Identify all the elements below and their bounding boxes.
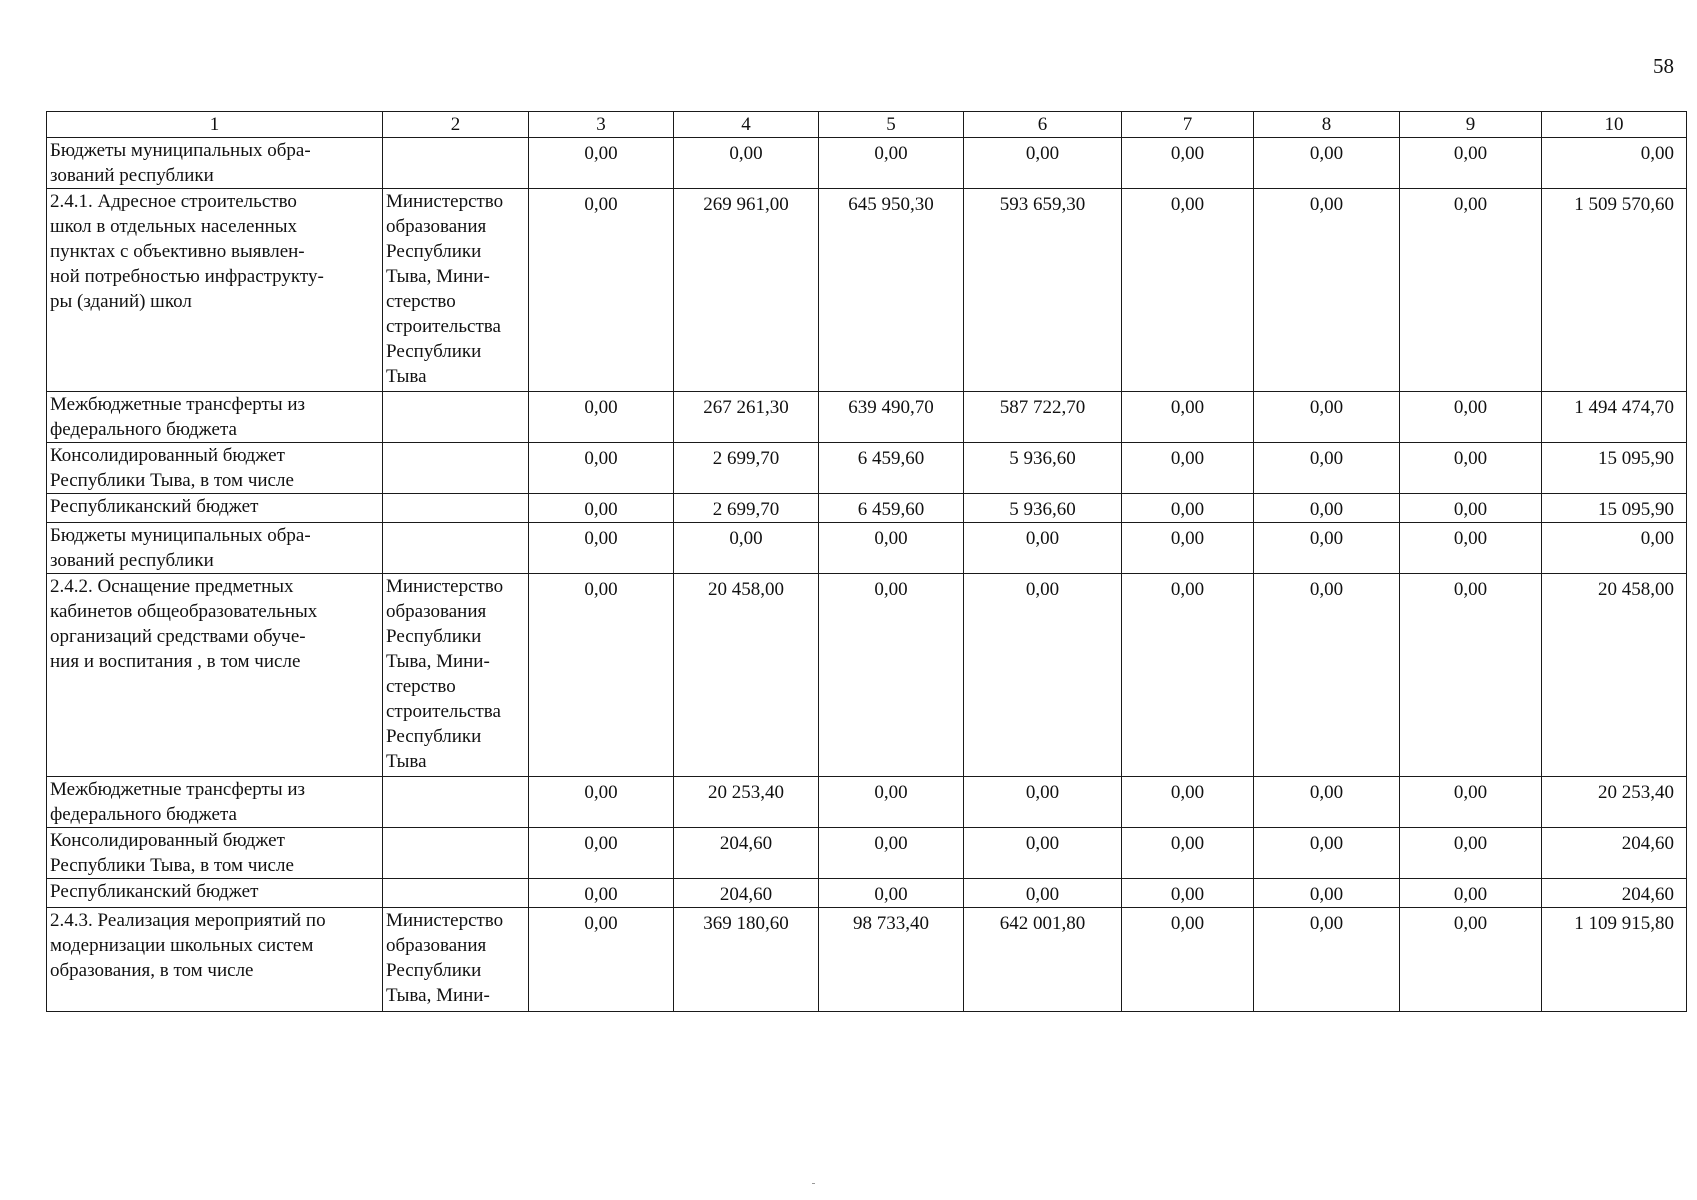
value-cell: 0,00 bbox=[1400, 443, 1542, 494]
value-cell: 0,00 bbox=[1254, 574, 1400, 777]
value-cell: 0,00 bbox=[1122, 879, 1254, 908]
value-cell: 0,00 bbox=[1254, 523, 1400, 574]
value-cell: 20 458,00 bbox=[674, 574, 819, 777]
value-cell: 0,00 bbox=[1122, 908, 1254, 1012]
responsible-cell bbox=[383, 392, 529, 443]
total-value-cell: 0,00 bbox=[1542, 523, 1687, 574]
value-cell: 0,00 bbox=[964, 777, 1122, 828]
table-row bbox=[47, 879, 1687, 908]
page-number: 58 bbox=[1653, 54, 1674, 78]
column-header: 2 bbox=[383, 112, 529, 138]
value-cell: 0,00 bbox=[1122, 523, 1254, 574]
total-value-cell: 20 253,40 bbox=[1542, 777, 1687, 828]
value-cell: 0,00 bbox=[1400, 138, 1542, 189]
value-cell: 0,00 bbox=[1122, 138, 1254, 189]
column-header: 9 bbox=[1400, 112, 1542, 138]
total-value-cell: 15 095,90 bbox=[1542, 443, 1687, 494]
value-cell: 0,00 bbox=[1254, 879, 1400, 908]
row-name-cell: Республиканский бюджет bbox=[47, 879, 383, 908]
value-cell: 0,00 bbox=[674, 523, 819, 574]
table-row bbox=[47, 777, 1687, 828]
value-cell: 0,00 bbox=[819, 574, 964, 777]
total-value-cell: 15 095,90 bbox=[1542, 494, 1687, 523]
total-value-cell: 1 509 570,60 bbox=[1542, 189, 1687, 392]
total-value-cell: 0,00 bbox=[1542, 138, 1687, 189]
column-header: 5 bbox=[819, 112, 964, 138]
value-cell: 0,00 bbox=[1254, 392, 1400, 443]
table-row bbox=[47, 574, 1687, 777]
row-name-cell: 2.4.1. Адресное строительство школ в отдельных населенных пунктах с объективно выявлен- ной потребностью инфраструкту- ры (зданий) школ bbox=[47, 189, 383, 392]
value-cell: 0,00 bbox=[1400, 189, 1542, 392]
column-header: 10 bbox=[1542, 112, 1687, 138]
value-cell: 0,00 bbox=[529, 777, 674, 828]
row-name-cell: Консолидированный бюджет Республики Тыва, в том числе bbox=[47, 443, 383, 494]
value-cell: 0,00 bbox=[1122, 828, 1254, 879]
value-cell: 2 699,70 bbox=[674, 443, 819, 494]
responsible-cell bbox=[383, 828, 529, 879]
total-value-cell: 1 494 474,70 bbox=[1542, 392, 1687, 443]
value-cell: 0,00 bbox=[529, 494, 674, 523]
table-body bbox=[47, 138, 1687, 1012]
budget-table bbox=[46, 111, 1687, 1012]
total-value-cell: 204,60 bbox=[1542, 879, 1687, 908]
value-cell: 0,00 bbox=[1122, 392, 1254, 443]
value-cell: 0,00 bbox=[1400, 879, 1542, 908]
value-cell: 0,00 bbox=[1254, 828, 1400, 879]
value-cell: 0,00 bbox=[1254, 908, 1400, 1012]
value-cell: 0,00 bbox=[1122, 777, 1254, 828]
table-row bbox=[47, 523, 1687, 574]
value-cell: 0,00 bbox=[1122, 574, 1254, 777]
value-cell: 642 001,80 bbox=[964, 908, 1122, 1012]
value-cell: 0,00 bbox=[1254, 189, 1400, 392]
column-header: 6 bbox=[964, 112, 1122, 138]
value-cell: 0,00 bbox=[529, 574, 674, 777]
value-cell: 0,00 bbox=[529, 523, 674, 574]
value-cell: 0,00 bbox=[1254, 494, 1400, 523]
value-cell: 0,00 bbox=[1400, 392, 1542, 443]
table-row bbox=[47, 138, 1687, 189]
value-cell: 204,60 bbox=[674, 828, 819, 879]
value-cell: 0,00 bbox=[964, 828, 1122, 879]
value-cell: 0,00 bbox=[1400, 777, 1542, 828]
responsible-cell bbox=[383, 777, 529, 828]
value-cell: 0,00 bbox=[529, 189, 674, 392]
responsible-cell bbox=[383, 879, 529, 908]
table-row bbox=[47, 392, 1687, 443]
table-row bbox=[47, 189, 1687, 392]
total-value-cell: 204,60 bbox=[1542, 828, 1687, 879]
scan-artifact bbox=[812, 1183, 815, 1184]
value-cell: 0,00 bbox=[529, 138, 674, 189]
row-name-cell: Межбюджетные трансферты из федерального бюджета bbox=[47, 777, 383, 828]
value-cell: 0,00 bbox=[964, 138, 1122, 189]
value-cell: 0,00 bbox=[1400, 828, 1542, 879]
value-cell: 269 961,00 bbox=[674, 189, 819, 392]
value-cell: 0,00 bbox=[1400, 494, 1542, 523]
value-cell: 639 490,70 bbox=[819, 392, 964, 443]
value-cell: 0,00 bbox=[1122, 494, 1254, 523]
value-cell: 267 261,30 bbox=[674, 392, 819, 443]
value-cell: 204,60 bbox=[674, 879, 819, 908]
row-name-cell: 2.4.2. Оснащение предметных кабинетов общеобразовательных организаций средствами обуче- ния и воспитания , в том числе bbox=[47, 574, 383, 777]
value-cell: 0,00 bbox=[529, 908, 674, 1012]
header-row bbox=[47, 112, 1687, 138]
column-header: 3 bbox=[529, 112, 674, 138]
responsible-cell: Министерство образования Республики Тыва, Мини- стерство строительства Республики Тыва bbox=[383, 574, 529, 777]
value-cell: 0,00 bbox=[964, 574, 1122, 777]
value-cell: 0,00 bbox=[1122, 443, 1254, 494]
responsible-cell bbox=[383, 138, 529, 189]
column-header: 8 bbox=[1254, 112, 1400, 138]
value-cell: 6 459,60 bbox=[819, 494, 964, 523]
value-cell: 0,00 bbox=[1400, 574, 1542, 777]
table-row bbox=[47, 494, 1687, 523]
value-cell: 98 733,40 bbox=[819, 908, 964, 1012]
value-cell: 0,00 bbox=[819, 138, 964, 189]
responsible-cell: Министерство образования Республики Тыва, Мини- bbox=[383, 908, 529, 1012]
row-name-cell: Межбюджетные трансферты из федерального бюджета bbox=[47, 392, 383, 443]
table-row bbox=[47, 443, 1687, 494]
value-cell: 0,00 bbox=[1400, 908, 1542, 1012]
row-name-cell: 2.4.3. Реализация мероприятий по модернизации школьных систем образования, в том числе bbox=[47, 908, 383, 1012]
responsible-cell: Министерство образования Республики Тыва, Мини- стерство строительства Республики Тыва bbox=[383, 189, 529, 392]
column-header: 1 bbox=[47, 112, 383, 138]
responsible-cell bbox=[383, 523, 529, 574]
row-name-cell: Бюджеты муниципальных обра- зований республики bbox=[47, 138, 383, 189]
table-row bbox=[47, 908, 1687, 1012]
value-cell: 0,00 bbox=[674, 138, 819, 189]
value-cell: 0,00 bbox=[1400, 523, 1542, 574]
value-cell: 0,00 bbox=[819, 828, 964, 879]
responsible-cell bbox=[383, 443, 529, 494]
row-name-cell: Республиканский бюджет bbox=[47, 494, 383, 523]
value-cell: 0,00 bbox=[529, 392, 674, 443]
value-cell: 0,00 bbox=[819, 879, 964, 908]
responsible-cell bbox=[383, 494, 529, 523]
value-cell: 0,00 bbox=[964, 879, 1122, 908]
value-cell: 369 180,60 bbox=[674, 908, 819, 1012]
row-name-cell: Бюджеты муниципальных обра- зований республики bbox=[47, 523, 383, 574]
value-cell: 0,00 bbox=[819, 523, 964, 574]
value-cell: 0,00 bbox=[1122, 189, 1254, 392]
value-cell: 0,00 bbox=[529, 879, 674, 908]
value-cell: 0,00 bbox=[529, 443, 674, 494]
total-value-cell: 20 458,00 bbox=[1542, 574, 1687, 777]
value-cell: 593 659,30 bbox=[964, 189, 1122, 392]
value-cell: 0,00 bbox=[819, 777, 964, 828]
column-header: 7 bbox=[1122, 112, 1254, 138]
value-cell: 5 936,60 bbox=[964, 494, 1122, 523]
value-cell: 0,00 bbox=[964, 523, 1122, 574]
value-cell: 20 253,40 bbox=[674, 777, 819, 828]
value-cell: 0,00 bbox=[1254, 138, 1400, 189]
table-row bbox=[47, 828, 1687, 879]
row-name-cell: Консолидированный бюджет Республики Тыва, в том числе bbox=[47, 828, 383, 879]
value-cell: 587 722,70 bbox=[964, 392, 1122, 443]
value-cell: 0,00 bbox=[529, 828, 674, 879]
value-cell: 0,00 bbox=[1254, 777, 1400, 828]
value-cell: 6 459,60 bbox=[819, 443, 964, 494]
total-value-cell: 1 109 915,80 bbox=[1542, 908, 1687, 1012]
value-cell: 645 950,30 bbox=[819, 189, 964, 392]
value-cell: 2 699,70 bbox=[674, 494, 819, 523]
value-cell: 5 936,60 bbox=[964, 443, 1122, 494]
value-cell: 0,00 bbox=[1254, 443, 1400, 494]
column-header: 4 bbox=[674, 112, 819, 138]
